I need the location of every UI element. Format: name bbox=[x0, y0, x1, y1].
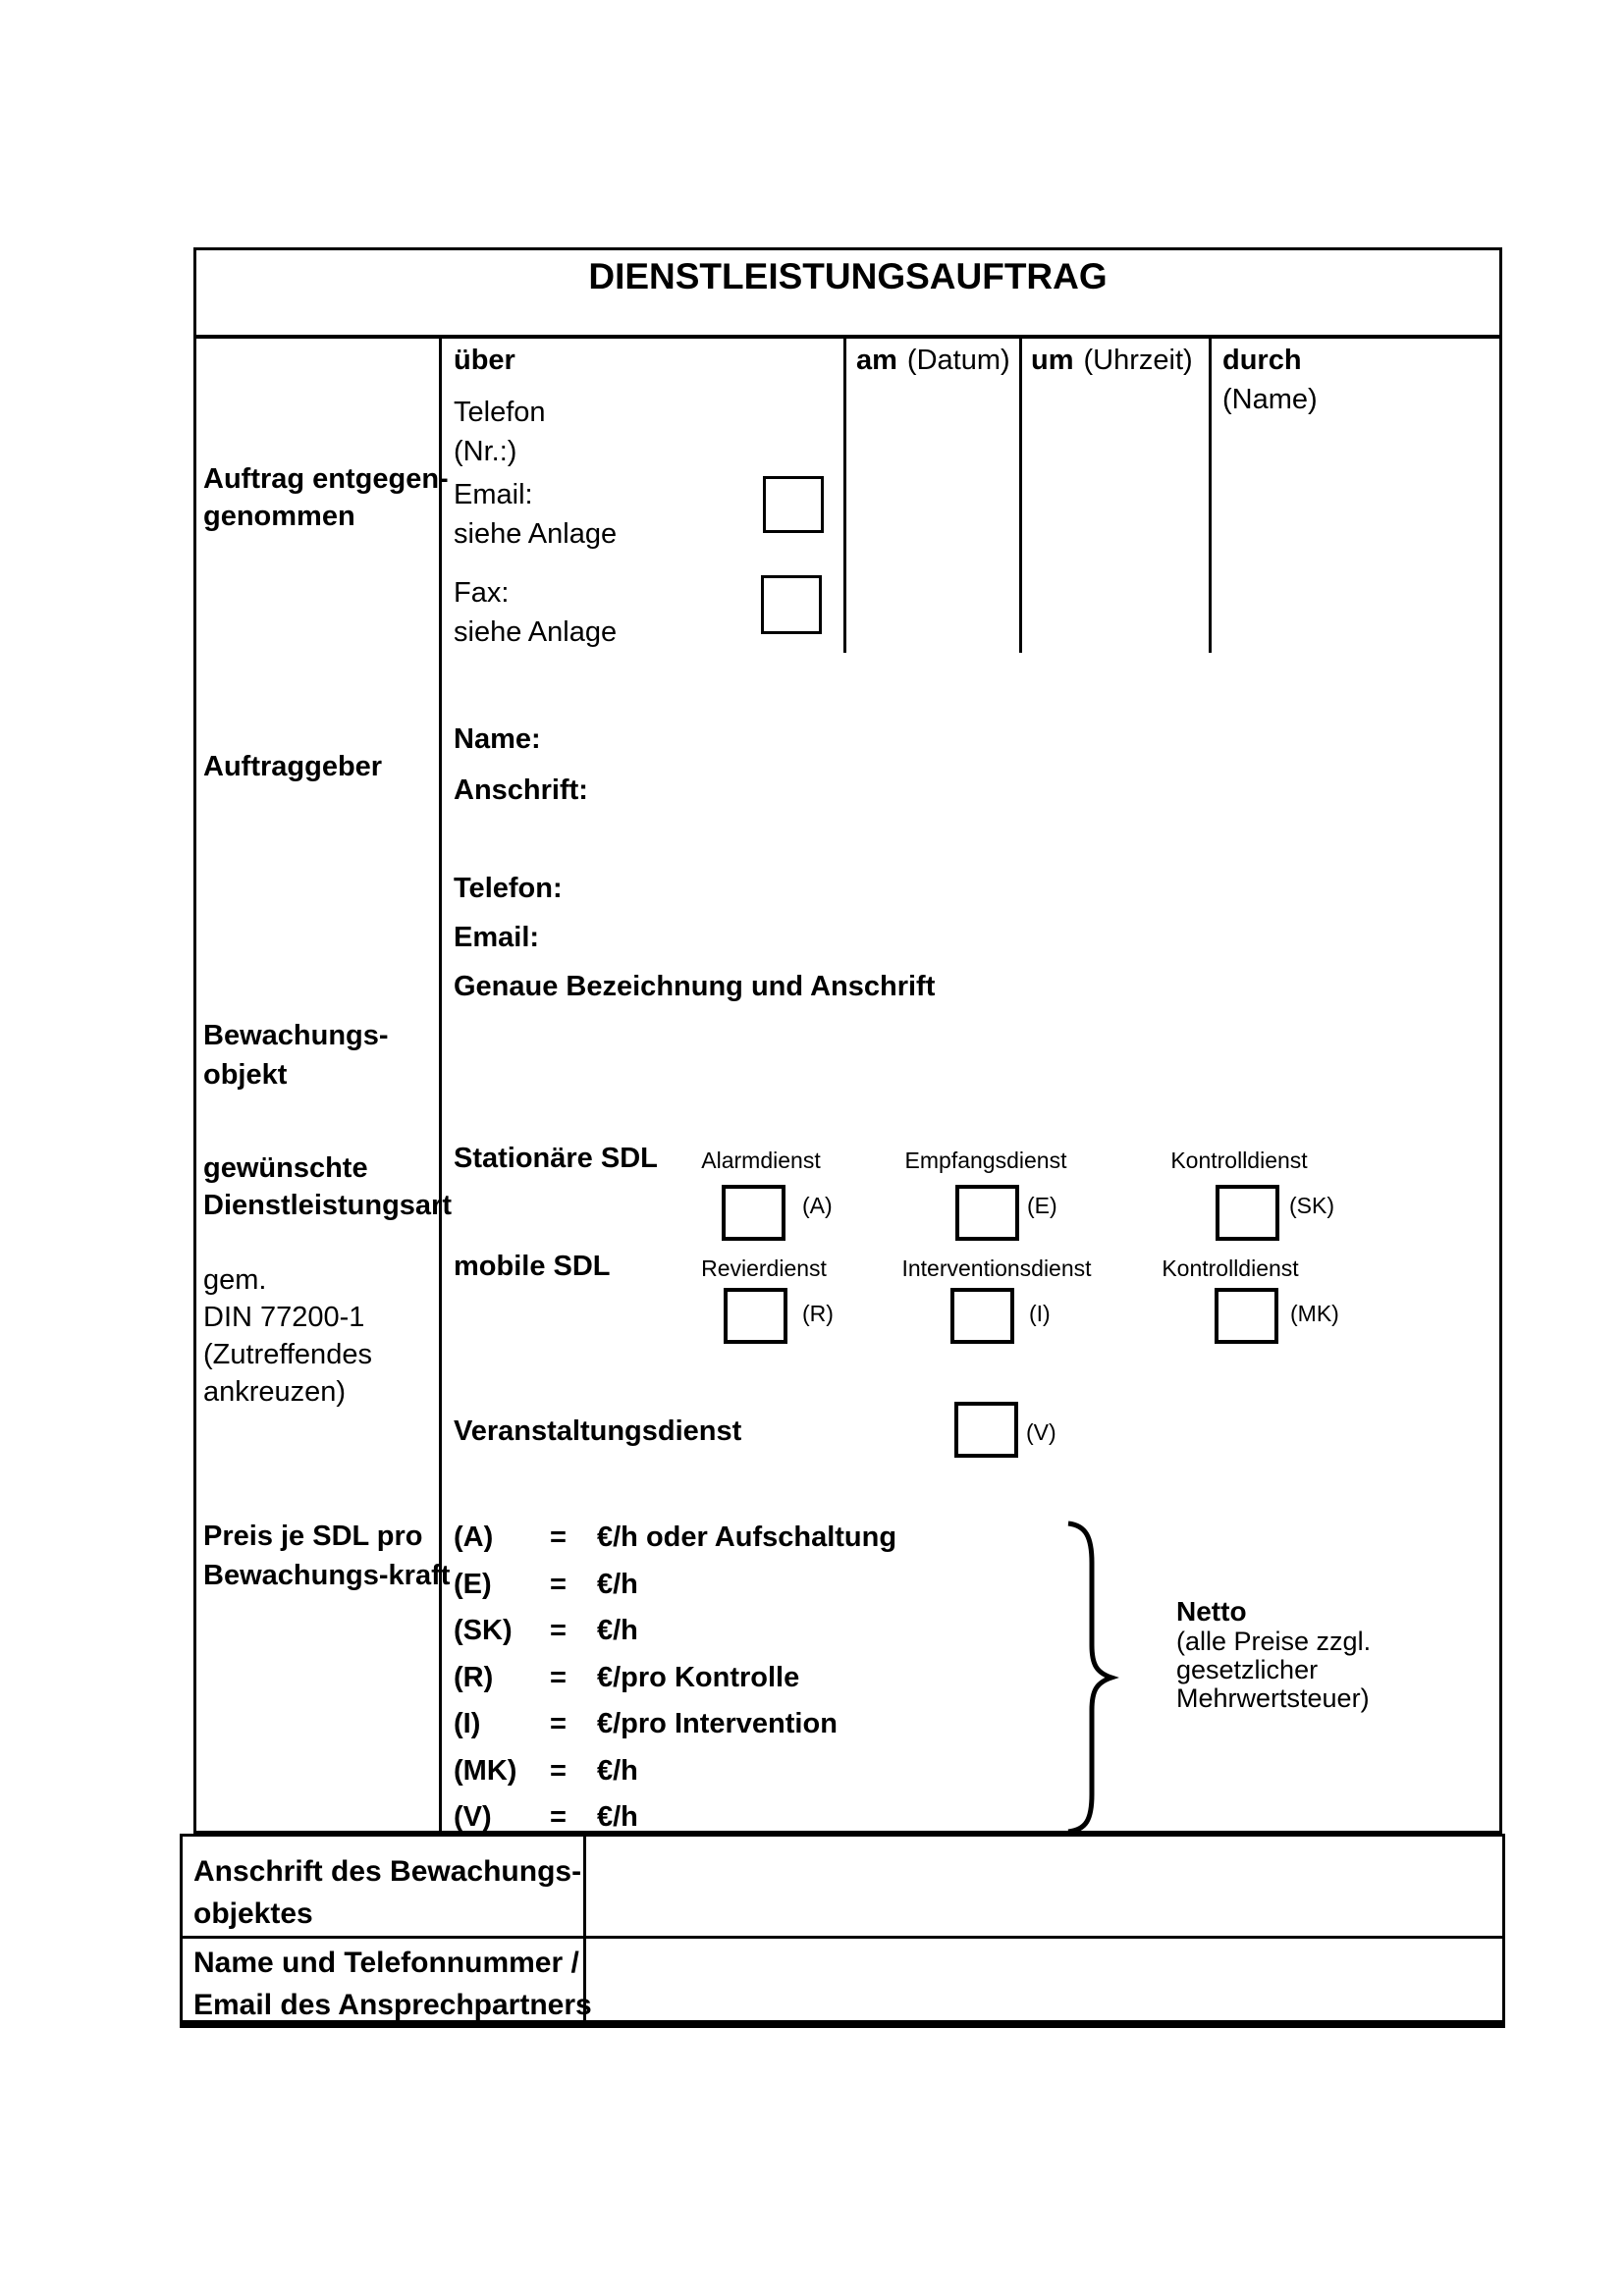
footer-row2-label-line2: Email des Ansprechpartners bbox=[193, 1989, 592, 2021]
footer-row1-label-line2: objektes bbox=[193, 1897, 313, 1930]
veranstaltungsdienst-code: (V) bbox=[1026, 1419, 1056, 1445]
equals-sign: = bbox=[550, 1662, 567, 1693]
service-type-label-line2: Dienstleistungsart bbox=[203, 1190, 452, 1221]
by-name-input-cell[interactable] bbox=[1212, 424, 1499, 650]
equals-sign: = bbox=[550, 1569, 567, 1600]
veranstaltungsdienst-label: Veranstaltungsdienst bbox=[454, 1415, 742, 1447]
checkbox-email-anlage[interactable] bbox=[763, 476, 824, 533]
price-code-r: (R) bbox=[454, 1662, 494, 1693]
via-fax-label: Fax: bbox=[454, 577, 510, 609]
price-row-a bbox=[454, 1522, 896, 1554]
time-input-cell[interactable] bbox=[1022, 393, 1207, 650]
title-divider-line bbox=[196, 335, 1499, 339]
service-type-note-line1: gem. bbox=[203, 1264, 267, 1296]
checkbox-empfangsdienst[interactable] bbox=[955, 1185, 1019, 1241]
equals-sign: = bbox=[550, 1708, 567, 1739]
via-phone-line1: Telefon bbox=[454, 397, 546, 428]
price-row-e bbox=[454, 1570, 638, 1601]
date-header-bold: am bbox=[856, 345, 897, 376]
checkbox-alarmdienst[interactable] bbox=[722, 1185, 785, 1241]
price-code-mk: (MK) bbox=[454, 1755, 517, 1787]
price-row-v bbox=[454, 1802, 638, 1834]
service-type-note-line3: (Zutreffendes bbox=[203, 1339, 372, 1370]
kontrolldienst-stationaer-code: (SK) bbox=[1289, 1193, 1334, 1218]
price-label-sk: €/h bbox=[597, 1615, 638, 1646]
pricing-row-label-line2: Bewachungs-kraft bbox=[203, 1560, 451, 1591]
price-code-v: (V) bbox=[454, 1801, 492, 1833]
price-label-mk: €/h bbox=[597, 1755, 638, 1787]
empfangsdienst-code: (E) bbox=[1027, 1193, 1057, 1218]
revierdienst-code: (R) bbox=[802, 1301, 834, 1326]
price-label-r: €/pro Kontrolle bbox=[597, 1662, 800, 1693]
client-phone-label: Telefon: bbox=[454, 873, 563, 904]
guarded-object-label-line1: Bewachungs- bbox=[203, 1020, 389, 1051]
footer-row2-label-line1: Name und Telefonnummer / bbox=[193, 1947, 579, 1979]
received-row-label-line1: Auftrag entgegen- bbox=[203, 463, 449, 495]
received-row-label-line2: genommen bbox=[203, 501, 355, 532]
date-input-cell[interactable] bbox=[846, 393, 1017, 650]
brace-graphic bbox=[1060, 1520, 1119, 1836]
checkbox-fax-anlage[interactable] bbox=[761, 575, 822, 634]
service-type-note-line2: DIN 77200-1 bbox=[203, 1302, 365, 1333]
price-code-i: (I) bbox=[454, 1708, 481, 1739]
footer-contact-person-cell[interactable] bbox=[586, 1939, 1502, 2020]
alarmdienst-label: Alarmdienst bbox=[701, 1148, 821, 1173]
date-header bbox=[856, 346, 1010, 377]
kontrolldienst-mobil-label: Kontrolldienst bbox=[1162, 1255, 1299, 1281]
price-code-a: (A) bbox=[454, 1522, 494, 1553]
checkbox-revierdienst[interactable] bbox=[724, 1288, 787, 1344]
footer-object-address-cell[interactable] bbox=[586, 1837, 1502, 1934]
client-address-label: Anschrift: bbox=[454, 774, 588, 806]
checkbox-veranstaltungsdienst[interactable] bbox=[954, 1402, 1018, 1458]
via-email-label: Email: bbox=[454, 479, 533, 510]
price-code-sk: (SK) bbox=[454, 1615, 513, 1646]
client-row-label: Auftraggeber bbox=[203, 751, 383, 782]
via-email-note: siehe Anlage bbox=[454, 518, 618, 550]
price-code-e: (E) bbox=[454, 1569, 492, 1600]
price-row-r bbox=[454, 1663, 799, 1694]
revierdienst-label: Revierdienst bbox=[701, 1255, 827, 1281]
object-heading: Genaue Bezeichnung und Anschrift bbox=[454, 971, 936, 1002]
kontrolldienst-mobil-code: (MK) bbox=[1290, 1301, 1339, 1326]
time-header bbox=[1031, 346, 1193, 377]
equals-sign: = bbox=[550, 1615, 567, 1646]
checkbox-kontrolldienst-mobil[interactable] bbox=[1215, 1288, 1278, 1344]
date-header-regular: (Datum) bbox=[906, 345, 1010, 376]
net-note-line3: Mehrwertsteuer) bbox=[1176, 1683, 1370, 1713]
price-label-e: €/h bbox=[597, 1569, 638, 1600]
price-row-mk bbox=[454, 1756, 638, 1788]
page-title: DIENSTLEISTUNGSAUFTRAG bbox=[588, 256, 1108, 296]
time-header-bold: um bbox=[1031, 345, 1074, 376]
alarmdienst-code: (A) bbox=[802, 1193, 833, 1218]
price-label-a: €/h oder Aufschaltung bbox=[597, 1522, 897, 1553]
via-fax-note: siehe Anlage bbox=[454, 616, 618, 648]
by-header-regular: (Name) bbox=[1222, 384, 1318, 415]
service-type-label-line1: gewünschte bbox=[203, 1152, 368, 1184]
time-header-regular: (Uhrzeit) bbox=[1083, 345, 1193, 376]
interventionsdienst-label: Interventionsdienst bbox=[901, 1255, 1092, 1281]
equals-sign: = bbox=[550, 1522, 567, 1553]
by-header-bold: durch bbox=[1222, 345, 1302, 376]
guarded-object-label-line2: objekt bbox=[203, 1059, 288, 1091]
guarded-object-input-cell[interactable] bbox=[442, 1006, 1499, 1124]
checkbox-kontrolldienst-stationaer[interactable] bbox=[1216, 1185, 1279, 1241]
service-type-note-line4: ankreuzen) bbox=[203, 1376, 347, 1408]
price-row-i bbox=[454, 1709, 838, 1740]
checkbox-interventionsdienst[interactable] bbox=[950, 1288, 1014, 1344]
price-row-sk bbox=[454, 1616, 638, 1647]
mobile-sdl-label: mobile SDL bbox=[454, 1251, 611, 1282]
net-note-line1: (alle Preise zzgl. bbox=[1176, 1627, 1372, 1656]
empfangsdienst-label: Empfangsdienst bbox=[904, 1148, 1067, 1173]
net-label: Netto bbox=[1176, 1596, 1247, 1627]
client-email-label: Email: bbox=[454, 922, 540, 953]
pricing-row-label-line1: Preis je SDL pro bbox=[203, 1521, 423, 1552]
price-label-i: €/pro Intervention bbox=[597, 1708, 838, 1739]
kontrolldienst-stationaer-label: Kontrolldienst bbox=[1170, 1148, 1308, 1173]
net-note-line2: gesetzlicher bbox=[1176, 1655, 1319, 1684]
via-phone-line2: (Nr.:) bbox=[454, 436, 517, 467]
interventionsdienst-code: (I) bbox=[1029, 1301, 1051, 1326]
client-name-label: Name: bbox=[454, 723, 541, 755]
equals-sign: = bbox=[550, 1801, 567, 1833]
via-label: über bbox=[454, 345, 515, 376]
stationary-sdl-label: Stationäre SDL bbox=[454, 1143, 658, 1174]
equals-sign: = bbox=[550, 1755, 567, 1787]
price-label-v: €/h bbox=[597, 1801, 638, 1833]
footer-row1-label-line1: Anschrift des Bewachungs- bbox=[193, 1855, 582, 1888]
